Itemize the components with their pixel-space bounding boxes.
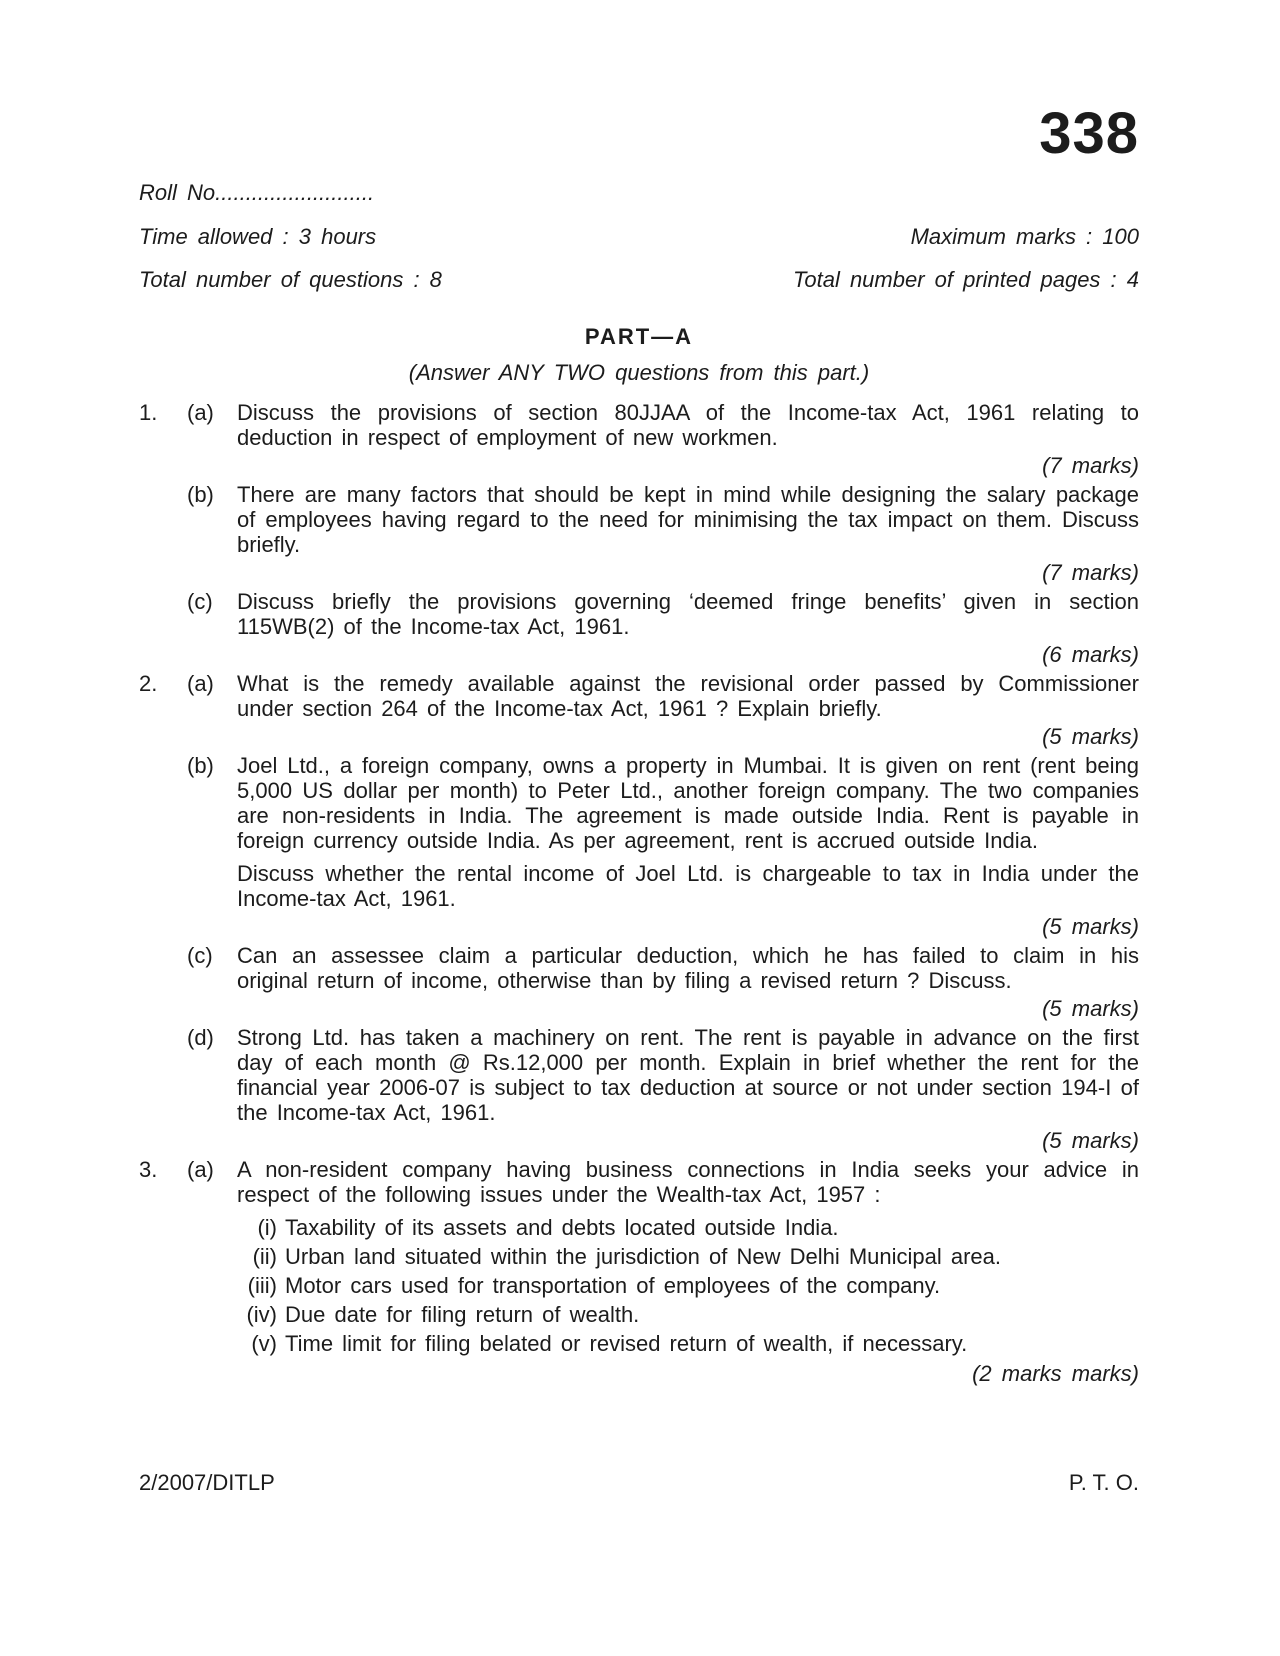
sub-question-text: Can an assessee claim a particular deduction, which he has failed to claim in his original return of income, otherwise than by filing a revised return ? Discuss. xyxy=(237,943,1139,993)
issue-item xyxy=(237,1300,1139,1329)
question-3 xyxy=(139,1157,1139,1386)
question-number: 3. xyxy=(139,1157,158,1182)
marks-label: (5 marks) xyxy=(1042,724,1139,749)
marks-label: (5 marks) xyxy=(1042,914,1139,939)
roll-no: Roll No.......................... xyxy=(139,180,375,205)
footer-pto: P. T. O. xyxy=(1068,1470,1139,1495)
part-instruction: (Answer ANY TWO questions from this part.) xyxy=(408,360,870,385)
issue-label: (iv) xyxy=(246,1302,277,1327)
issue-text: Taxability of its assets and debts located outside India. xyxy=(285,1215,839,1240)
sub-question-text: There are many factors that should be kept in mind while designing the salary package of employees having regard to the need for minimising the tax impact on them. Discuss briefly. xyxy=(237,482,1139,557)
sub-question-label: (b) xyxy=(187,753,214,778)
issue-item xyxy=(237,1271,1139,1300)
sub-question-text: Joel Ltd., a foreign company, owns a property in Mumbai. It is given on rent (rent being 5,000 US dollar per month) to Peter Ltd., another foreign company. The two companies are non-residents in India. The agreement is made outside India. Rent is payable in foreign currency outside India. As per agreement, rent is accrued outside India. xyxy=(237,753,1139,853)
marks-label: (2 marks marks) xyxy=(972,1361,1139,1386)
sub-question-text: Discuss the provisions of section 80JJAA of the Income-tax Act, 1961 relating to deduction in respect of employment of new workmen. xyxy=(237,400,1139,450)
marks-label: (7 marks) xyxy=(1042,453,1139,478)
sub-question xyxy=(139,1157,1139,1386)
issue-text: Urban land situated within the jurisdiction of New Delhi Municipal area. xyxy=(285,1244,1002,1269)
issue-text: Due date for filing return of wealth. xyxy=(285,1302,640,1327)
marks-label: (5 marks) xyxy=(1042,1128,1139,1153)
time-marks-line xyxy=(139,224,1139,250)
sub-question-text: A non-resident company having business connections in India seeks your advice in respect of the following issues under the Wealth-tax Act, 1957 : xyxy=(237,1157,1139,1207)
sub-question xyxy=(139,943,1139,1021)
roll-no-line xyxy=(139,180,1139,206)
sub-question-label: (a) xyxy=(187,671,214,696)
sub-question xyxy=(139,1025,1139,1153)
issue-list xyxy=(237,1213,1139,1358)
question-1 xyxy=(139,400,1139,667)
sub-question-label: (c) xyxy=(187,943,213,968)
issue-label: (v) xyxy=(251,1331,277,1356)
sub-question-label: (a) xyxy=(187,400,214,425)
footer-code: 2/2007/DITLP xyxy=(139,1470,275,1495)
maximum-marks: Maximum marks : 100 xyxy=(910,224,1139,249)
sub-question xyxy=(139,482,1139,585)
issue-text: Motor cars used for transportation of employees of the company. xyxy=(285,1273,941,1298)
paper-code: 338 xyxy=(1039,101,1139,166)
sub-question-text: Discuss briefly the provisions governing ‘deemed fringe benefits’ given in section 115WB(2) of the Income-tax Act, 1961. xyxy=(237,589,1139,639)
total-pages: Total number of printed pages : 4 xyxy=(792,267,1139,292)
marks-label: (7 marks) xyxy=(1042,560,1139,585)
page-footer xyxy=(139,1470,1139,1496)
sub-question-label: (d) xyxy=(187,1025,214,1050)
question-number: 1. xyxy=(139,400,158,425)
question-2 xyxy=(139,671,1139,1153)
marks-label: (6 marks) xyxy=(1042,642,1139,667)
time-allowed: Time allowed : 3 hours xyxy=(139,224,377,249)
issue-item xyxy=(237,1213,1139,1242)
sub-question xyxy=(139,589,1139,667)
question-number: 2. xyxy=(139,671,158,696)
sub-question-text: What is the remedy available against the revisional order passed by Commissioner under section 264 of the Income-tax Act, 1961 ? Explain briefly. xyxy=(237,671,1139,721)
sub-question-label: (b) xyxy=(187,482,214,507)
part-title: PART—A xyxy=(584,324,694,349)
issue-text: Time limit for filing belated or revised return of wealth, if necessary. xyxy=(285,1331,968,1356)
sub-question xyxy=(139,400,1139,478)
sub-question-text: Strong Ltd. has taken a machinery on rent. The rent is payable in advance on the first day of each month @ Rs.12,000 per month. Explain in brief whether the rent for the financial year 2006-07 is subject to tax deduction at source or not under section 194-I of the Income-tax Act, 1961. xyxy=(237,1025,1139,1125)
issue-label: (iii) xyxy=(247,1273,277,1298)
sub-question-label: (a) xyxy=(187,1157,214,1182)
sub-question-label: (c) xyxy=(187,589,213,614)
total-questions: Total number of questions : 8 xyxy=(139,267,442,292)
issue-item xyxy=(237,1242,1139,1271)
question-pages-line xyxy=(139,267,1139,293)
sub-question xyxy=(139,671,1139,749)
issue-label: (i) xyxy=(257,1215,277,1240)
exam-page xyxy=(139,0,1139,1656)
issue-label: (ii) xyxy=(252,1244,277,1269)
sub-question-text-continued: Discuss whether the rental income of Joel Ltd. is chargeable to tax in India under the Income-tax Act, 1961. xyxy=(237,861,1139,911)
marks-label: (5 marks) xyxy=(1042,996,1139,1021)
sub-question xyxy=(139,753,1139,939)
issue-item xyxy=(237,1329,1139,1358)
questions-list xyxy=(139,400,1139,1390)
